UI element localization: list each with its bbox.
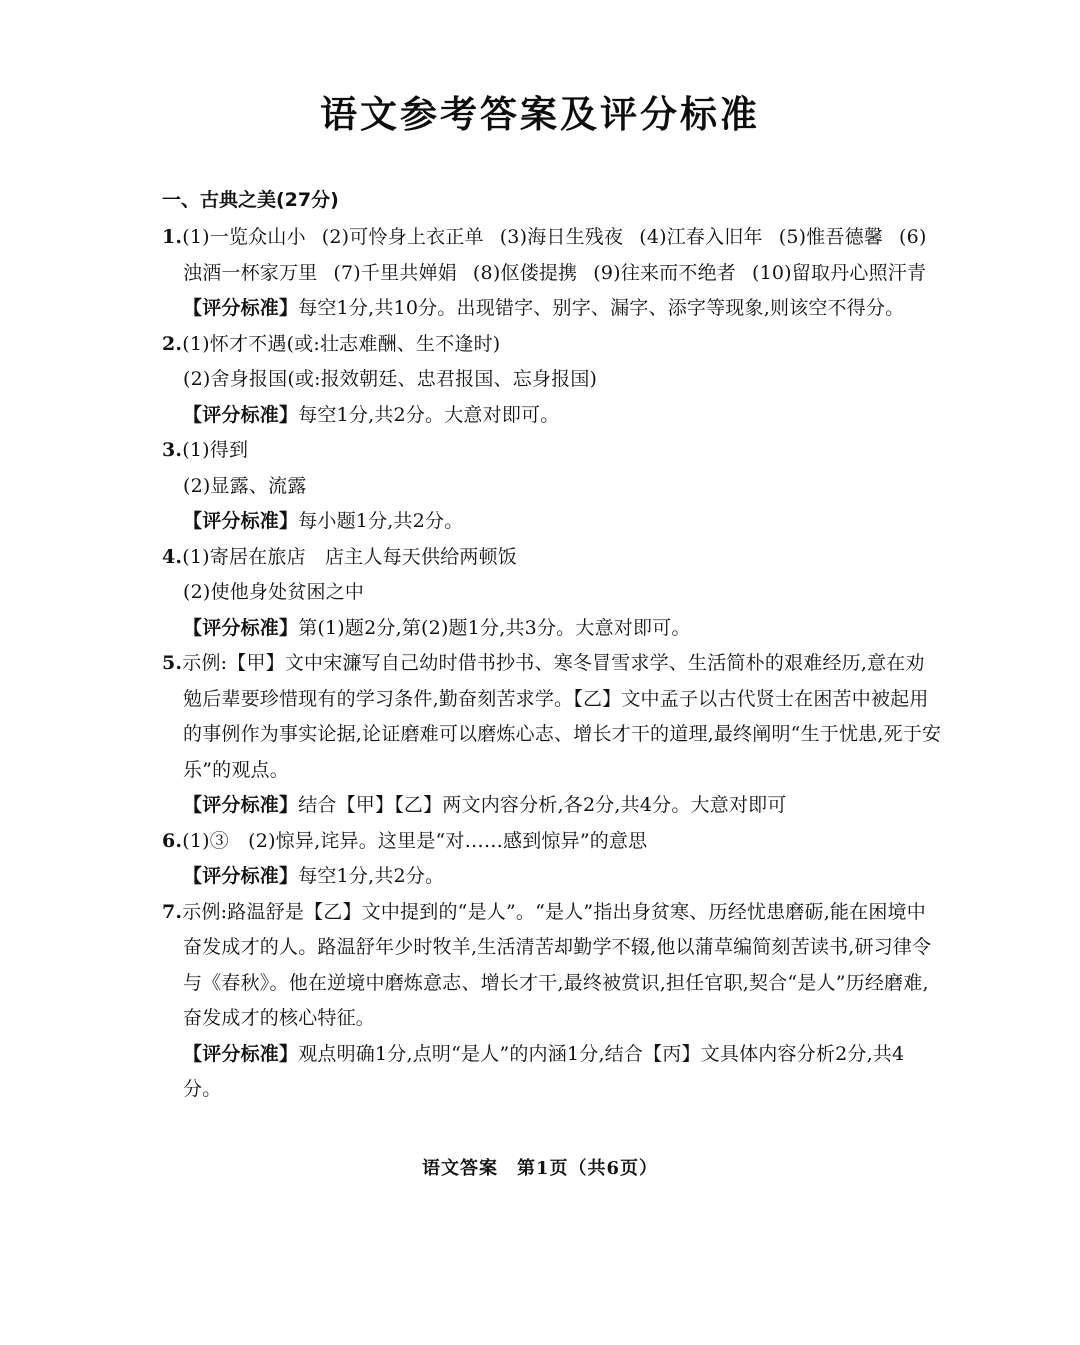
question-number: 6.	[162, 829, 183, 852]
criteria-tag: 【评分标准】	[183, 1042, 299, 1065]
criteria-tag: 【评分标准】	[183, 794, 299, 816]
criteria-tag: 【评分标准】	[183, 616, 299, 639]
criteria-tag: 【评分标准】	[183, 297, 299, 319]
question-4	[162, 540, 942, 576]
criteria-text: 结合【甲】【乙】两文内容分析,各2分,共4分。大意对即可	[298, 794, 787, 816]
criteria-tag: 【评分标准】	[183, 510, 299, 532]
section-heading: 一、古典之美(27分)	[162, 189, 339, 211]
criteria-text: 第(1)题2分,第(2)题1分,共3分。大意对即可。	[298, 616, 691, 639]
answer-item: (5)惟吾德馨	[778, 226, 884, 248]
question-number: 2.	[162, 332, 183, 355]
scoring-criteria	[162, 504, 942, 540]
criteria-text: 每空1分,共10分。出现错字、别字、漏字、添字等现象,则该空不得分。	[298, 297, 905, 319]
question-5	[162, 646, 942, 788]
answer-line: (2)显露、流露	[183, 474, 307, 497]
question-6	[162, 824, 942, 860]
page-footer: 语文答案 第1页（共6页）	[421, 1158, 659, 1179]
answer-item: (4)江春入旧年	[639, 226, 763, 248]
question-3	[162, 433, 942, 469]
question-number: 7.	[162, 900, 183, 923]
answer-text: 示例:【甲】文中宋濂写自己幼时借书抄书、寒冬冒雪求学、生活简朴的艰难经历,意在劝勉后辈要珍惜现有的学习条件,勤奋刻苦求学。【乙】文中孟子以古代贤士在困苦中被起用的事例作为事实论据,论证磨难可以磨炼心志、增长才干的道理,最终阐明“生于忧患,死于安乐”的观点。	[182, 652, 942, 781]
criteria-tag: 【评分标准】	[183, 865, 299, 887]
criteria-text: 每空1分,共2分。	[298, 865, 445, 887]
answer-item: (10)留取丹心照汗青	[751, 261, 927, 284]
scoring-criteria	[162, 611, 942, 647]
criteria-tag: 【评分标准】	[183, 403, 299, 426]
question-7	[162, 895, 942, 1037]
scoring-criteria	[162, 398, 942, 434]
answer-item: (1)一览众山小	[182, 226, 306, 248]
answer-line: (1)怀才不遇(或:壮志难酬、生不逢时)	[182, 332, 501, 355]
answer-item: (9)往来而不绝者	[593, 261, 736, 284]
question-number: 3.	[162, 439, 183, 461]
scoring-criteria	[162, 859, 942, 895]
question-number: 1.	[162, 226, 183, 248]
criteria-text: 每空1分,共2分。大意对即可。	[298, 403, 560, 426]
question-2	[162, 327, 942, 363]
answer-item: (6)浊酒一杯家万里	[183, 226, 927, 284]
scoring-criteria	[162, 1037, 942, 1108]
answer-line: (1)得到	[182, 439, 249, 461]
criteria-text: 观点明确1分,点明“是人”的内涵1分,结合【丙】文具体内容分析2分,共4分。	[183, 1042, 905, 1100]
answer-line: (2)舍身报国(或:报效朝廷、忠君报国、忘身报国)	[183, 368, 598, 390]
answer-item: (3)海日生残夜	[499, 226, 624, 248]
answer-item: (8)伛偻提携	[472, 261, 578, 284]
question-1	[162, 220, 942, 291]
scoring-criteria	[162, 788, 942, 824]
answer-line: (1)③ (2)惊异,诧异。这里是“对……感到惊异”的意思	[182, 829, 648, 852]
answer-line: (1)寄居在旅店 店主人每天供给两顿饭	[182, 545, 517, 568]
scoring-criteria	[162, 291, 942, 327]
question-number: 5.	[162, 652, 183, 674]
answer-item: (2)可怜身上衣正单	[321, 226, 484, 248]
answer-text: 示例:路温舒是【乙】文中提到的“是人”。“是人”指出身贫寒、历经忧患磨砺,能在困境中奋发成才的人。路温舒年少时牧羊,生活清苦却勤学不辍,他以蒲草编简刻苦读书,研习律令与《春秋》。他在逆境中磨炼意志、增长才干,最终被赏识,担任官职,契合“是人”历经磨难,奋发成才的核心特征。	[182, 900, 932, 1029]
answer-item: (7)千里共婵娟	[333, 261, 457, 284]
answer-line: (2)使他身处贫困之中	[183, 581, 365, 603]
question-number: 4.	[162, 545, 183, 568]
page-title: 语文参考答案及评分标准	[320, 93, 760, 136]
criteria-text: 每小题1分,共2分。	[298, 510, 464, 532]
answer-body	[162, 182, 942, 1108]
